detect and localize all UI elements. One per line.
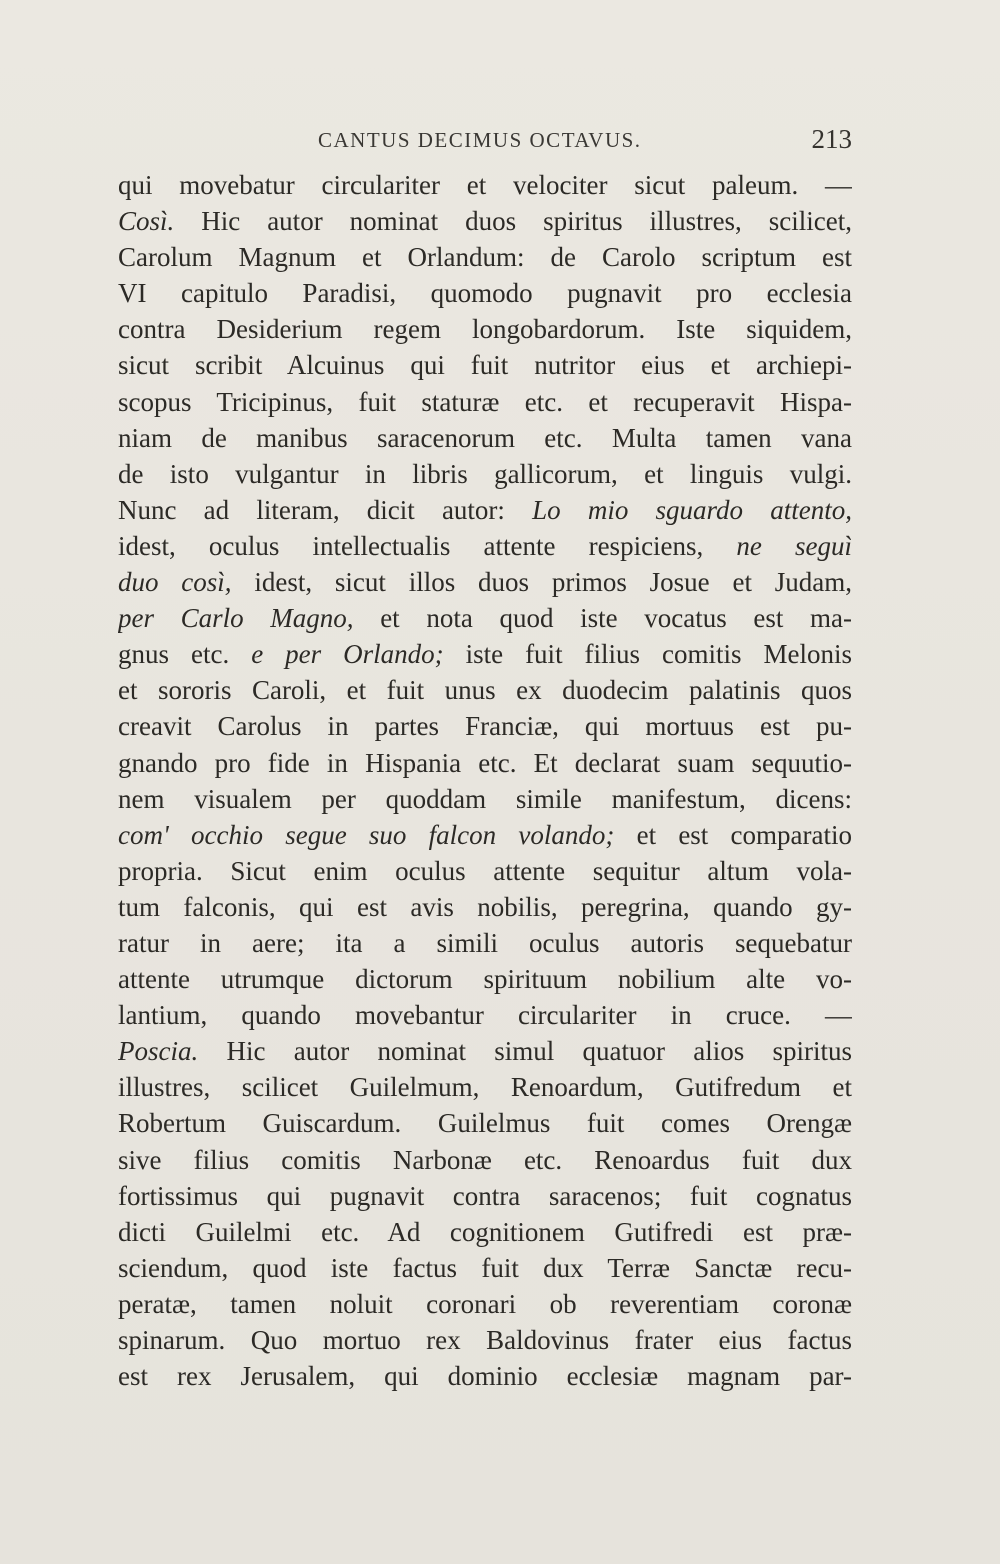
text-run: de isto vulgantur in libris gallicorum, et linguis vulgi.: [118, 458, 852, 489]
text-line: [118, 672, 852, 708]
text-line: [118, 781, 852, 817]
text-run: Nunc ad literam, dicit autor:: [118, 494, 533, 525]
text-line: [118, 1322, 852, 1358]
text-line: [118, 1178, 852, 1214]
text-run: peratæ, tamen noluit coronari ob reverentiam coronæ: [118, 1288, 852, 1319]
text-run: fortissimus qui pugnavit contra saracenos; fuit cognatus: [118, 1180, 852, 1211]
text-run: nem visualem per quoddam simile manifestum, dicens:: [118, 783, 852, 814]
text-run: qui movebatur circulariter et velociter sicut paleum. —: [118, 170, 852, 200]
text-line: [118, 203, 852, 239]
italic-text: Poscia.: [118, 1036, 199, 1067]
text-run: sicut scribit Alcuinus qui fuit nutritor eius et archiepi-: [118, 350, 852, 381]
text-run: gnus etc.: [118, 639, 252, 670]
text-line: [118, 1142, 852, 1178]
text-line: [118, 456, 852, 492]
text-run: iste fuit filius comitis Melonis: [443, 639, 852, 670]
text-line: [118, 889, 852, 925]
text-line: [118, 420, 852, 456]
text-run: gnando pro fide in Hispania etc. Et declarat suam sequutio-: [118, 747, 852, 778]
text-run: lantium, quando movebantur circulariter in cruce. —: [118, 1000, 852, 1031]
text-line: [118, 997, 852, 1033]
text-run: sciendum, quod iste factus fuit dux Terræ Sanctæ recu-: [118, 1252, 852, 1283]
text-run: est rex Jerusalem, qui dominio ecclesiæ magnam par-: [118, 1361, 852, 1392]
text-run: creavit Carolus in partes Franciæ, qui mortuus est pu-: [118, 711, 852, 742]
text-run: tum falconis, qui est avis nobilis, peregrina, quando gy-: [118, 891, 852, 922]
text-line: [118, 167, 852, 203]
text-line: [118, 347, 852, 383]
text-line: [118, 1214, 852, 1250]
text-run: VI capitulo Paradisi, quomodo pugnavit pro ecclesia: [118, 278, 852, 309]
text-line: [118, 1033, 852, 1069]
text-line: [118, 636, 852, 672]
text-line: [118, 275, 852, 311]
text-run: ratur in aere; ita a simili oculus autoris sequebatur: [118, 927, 852, 958]
text-run: Carolum Magnum et Orlandum: de Carolo scriptum est: [118, 242, 852, 273]
page-number: 213: [811, 124, 852, 154]
text-line: [118, 1069, 852, 1105]
body-text: [118, 167, 852, 1394]
text-run: dicti Guilelmi etc. Ad cognitionem Gutifredi est præ-: [118, 1216, 852, 1247]
text-line: [118, 853, 852, 889]
text-run: Hic autor nominat simul quatuor alios spiritus: [198, 1036, 852, 1067]
italic-text: ne seguì: [736, 530, 852, 561]
text-run: idest, oculus intellectualis attente respiciens,: [118, 530, 737, 561]
text-run: niam de manibus saracenorum etc. Multa tamen vana: [118, 422, 852, 453]
text-line: [118, 961, 852, 997]
text-line: [118, 564, 852, 600]
text-line: [118, 1286, 852, 1322]
text-line: [118, 239, 852, 275]
text-run: contra Desiderium regem longobardorum. Iste siquidem,: [118, 314, 852, 345]
text-run: et nota quod iste vocatus est ma-: [353, 603, 852, 634]
italic-text: com' occhio segue suo falcon volando;: [118, 819, 615, 850]
text-line: [118, 1105, 852, 1141]
text-run: Robertum Guiscardum. Guilelmus fuit comes Orengæ: [118, 1108, 852, 1139]
page-header: [118, 124, 852, 160]
text-line: [118, 492, 852, 528]
italic-text: duo così,: [118, 567, 232, 598]
text-line: [118, 925, 852, 961]
text-run: scopus Tricipinus, fuit staturæ etc. et recuperavit Hispa-: [118, 386, 852, 417]
text-line: [118, 817, 852, 853]
text-run: et est comparatio: [614, 819, 852, 850]
text-run: sive filius comitis Narbonæ etc. Renoardus fuit dux: [118, 1144, 852, 1175]
text-line: [118, 311, 852, 347]
text-run: propria. Sicut enim oculus attente sequitur altum vola-: [118, 855, 852, 886]
text-line: [118, 528, 852, 564]
text-line: [118, 600, 852, 636]
text-line: [118, 1250, 852, 1286]
italic-text: Lo mio sguardo attento,: [532, 494, 852, 525]
italic-text: per Carlo Magno,: [118, 603, 354, 634]
text-run: attente utrumque dictorum spirituum nobilium alte vo-: [118, 964, 852, 995]
italic-text: e per Orlando;: [251, 639, 444, 670]
text-line: [118, 708, 852, 744]
running-head: CANTUS DECIMUS OCTAVUS.: [318, 128, 642, 152]
text-run: illustres, scilicet Guilelmum, Renoardum, Gutifredum et: [118, 1072, 852, 1103]
text-run: idest, sicut illos duos primos Josue et Judam,: [231, 567, 852, 598]
text-run: Hic autor nominat duos spiritus illustres, scilicet,: [174, 206, 852, 237]
text-line: [118, 1358, 852, 1394]
text-run: spinarum. Quo mortuo rex Baldovinus frater eius factus: [118, 1325, 852, 1355]
italic-text: Così.: [118, 206, 175, 237]
text-run: et sororis Caroli, et fuit unus ex duodecim palatinis quos: [118, 675, 852, 706]
text-line: [118, 384, 852, 420]
text-line: [118, 745, 852, 781]
